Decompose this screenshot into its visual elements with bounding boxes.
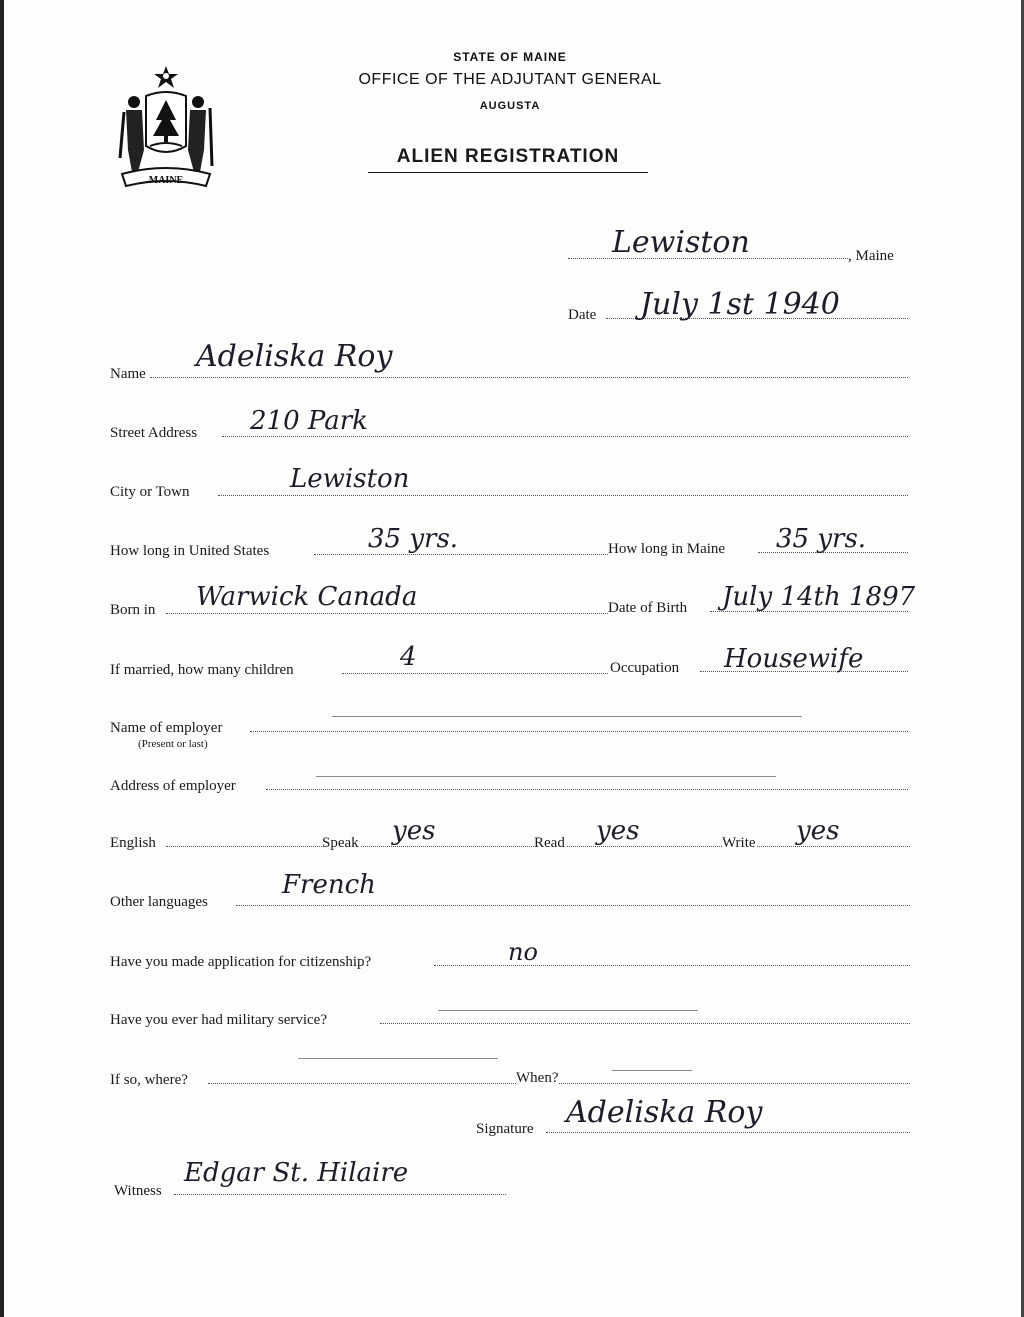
city-value: Lewiston <box>290 464 410 494</box>
signature-label: Signature <box>476 1121 534 1137</box>
employer-note: (Present or last) <box>138 738 208 750</box>
street-value: 210 Park <box>250 406 368 436</box>
write-label: Write <box>722 835 756 851</box>
state-heading: STATE OF MAINE <box>453 50 567 64</box>
when-dash <box>612 1070 692 1071</box>
employer-name-label: Name of employer <box>110 720 223 736</box>
where-label: If so, where? <box>110 1072 188 1088</box>
other-languages-line <box>236 905 910 906</box>
name-label: Name <box>110 366 146 382</box>
employer-address-line <box>266 789 908 790</box>
name-value: Adeliska Roy <box>196 339 393 374</box>
street-line <box>222 436 908 437</box>
citizenship-value: no <box>508 938 538 966</box>
witness-line <box>174 1194 506 1195</box>
date-value: July 1st 1940 <box>640 287 840 322</box>
office-heading: OFFICE OF THE ADJUTANT GENERAL <box>358 71 662 88</box>
form-title: ALIEN REGISTRATION <box>396 146 620 167</box>
maine-seal-icon <box>112 62 220 192</box>
employer-name-line <box>250 731 908 732</box>
where-dash <box>298 1058 498 1059</box>
born-in-value: Warwick Canada <box>196 582 418 612</box>
seal-text: MAINE <box>148 175 184 186</box>
city-label: City or Town <box>110 484 190 500</box>
military-dash <box>438 1010 698 1011</box>
city-line <box>218 495 908 496</box>
name-line <box>150 377 908 378</box>
citizenship-label: Have you made application for citizenship? <box>110 954 372 970</box>
place-value: Lewiston <box>612 225 750 260</box>
write-value: yes <box>796 816 840 846</box>
other-languages-label: Other languages <box>110 894 208 910</box>
employer-name-dash <box>332 716 802 717</box>
maine-suffix-label: , Maine <box>848 248 894 264</box>
years-maine-value: 35 yrs. <box>776 524 867 554</box>
english-label: English <box>110 835 156 851</box>
when-label: When? <box>516 1070 559 1086</box>
date-of-birth-value: July 14th 1897 <box>722 582 916 612</box>
years-us-label: How long in United States <box>110 543 270 559</box>
street-label: Street Address <box>110 425 198 441</box>
military-label: Have you ever had military service? <box>110 1012 327 1028</box>
children-line <box>342 673 608 674</box>
city-heading: AUGUSTA <box>479 100 541 112</box>
occupation-label: Occupation <box>610 660 680 676</box>
read-label: Read <box>534 835 565 851</box>
employer-address-label: Address of employer <box>110 778 236 794</box>
witness-label: Witness <box>114 1183 162 1199</box>
children-value: 4 <box>400 642 417 672</box>
date-label: Date <box>568 307 597 323</box>
witness-value: Edgar St. Hilaire <box>184 1158 409 1188</box>
years-maine-label: How long in Maine <box>608 541 726 557</box>
military-line <box>380 1023 910 1024</box>
employer-address-dash <box>316 776 776 777</box>
signature-value: Adeliska Roy <box>566 1095 763 1130</box>
born-in-label: Born in <box>110 602 156 618</box>
children-label: If married, how many children <box>110 662 294 678</box>
citizenship-line <box>434 965 910 966</box>
title-underline <box>368 172 648 173</box>
date-of-birth-label: Date of Birth <box>608 600 688 616</box>
years-us-value: 35 yrs. <box>368 524 459 554</box>
years-us-line <box>314 554 608 555</box>
read-value: yes <box>596 816 640 846</box>
born-in-line <box>166 613 608 614</box>
other-languages-value: French <box>282 870 376 900</box>
speak-value: yes <box>392 816 436 846</box>
speak-label: Speak <box>322 835 359 851</box>
signature-line <box>546 1132 910 1133</box>
occupation-value: Housewife <box>724 644 864 674</box>
